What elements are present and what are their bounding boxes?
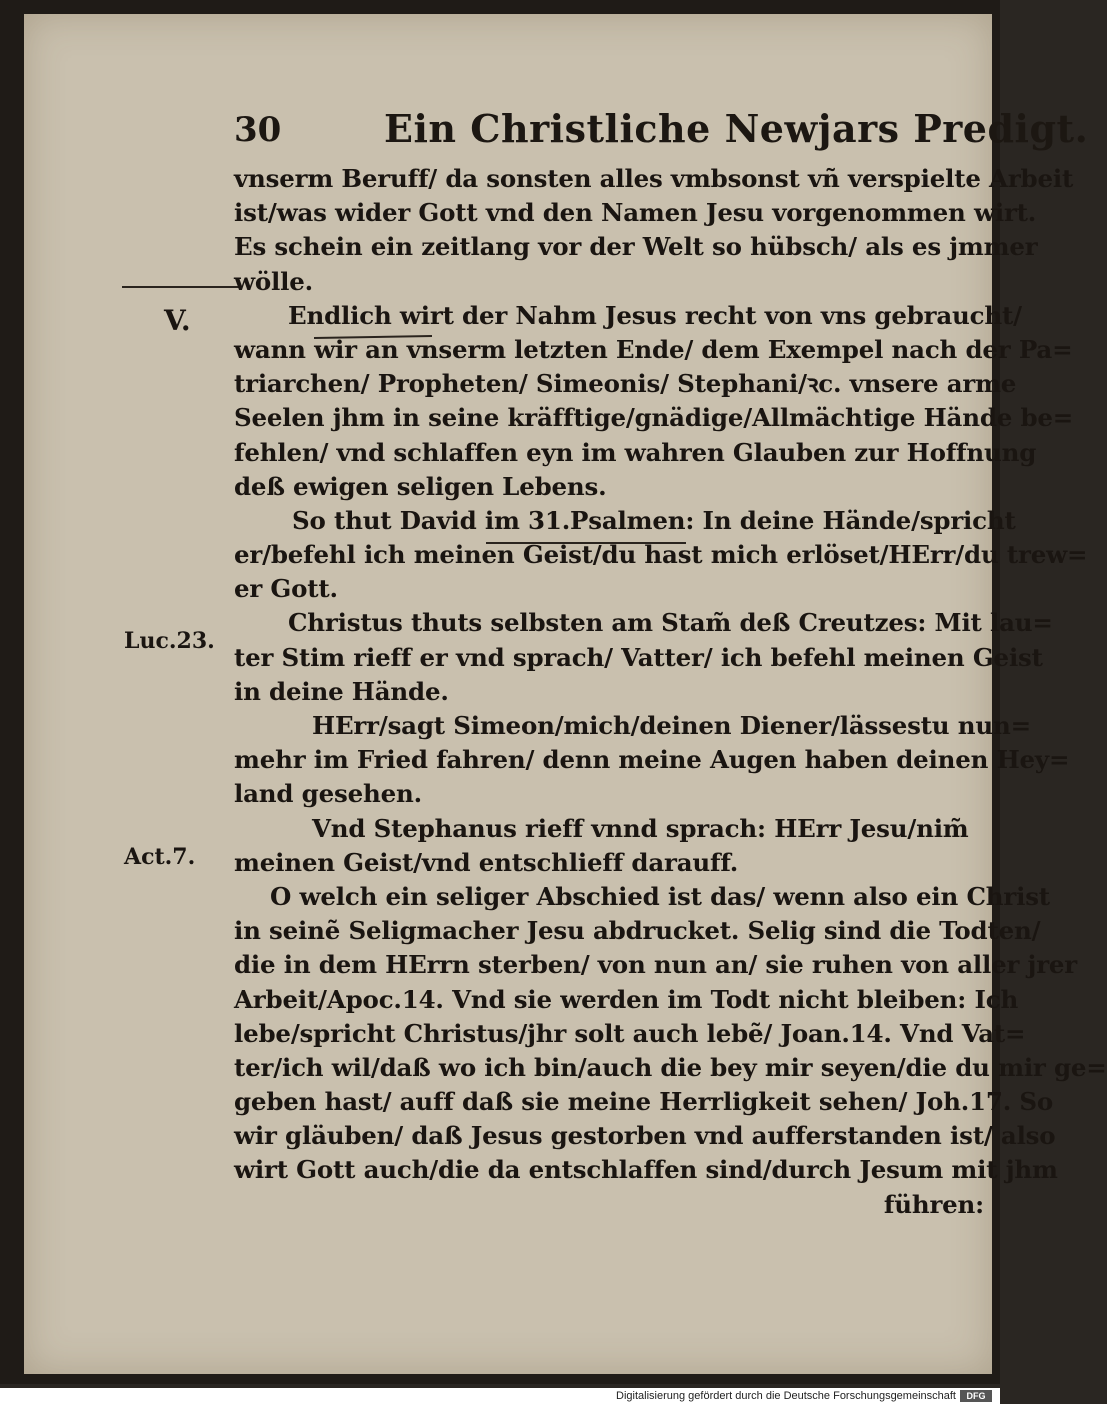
page-number: 30 — [234, 110, 282, 150]
running-head: Ein Christliche Newjars Predigt. — [384, 106, 1089, 151]
text-line: er Gott. — [234, 574, 338, 604]
text-line: in deine Hände. — [234, 676, 449, 706]
text-line: vnserm Beruff/ da sonsten alles vmbsonst vñ verspielte Arbeit — [234, 164, 1074, 193]
text-line: O welch ein seliger Abschied ist das/ wenn also ein Christ — [270, 881, 1050, 911]
margin-rule — [122, 286, 242, 288]
text-body — [234, 162, 1107, 1222]
text-line: Arbeit/Apoc.14. Vnd sie werden im Todt nicht bleiben: Ich — [234, 984, 1019, 1014]
text-line: wir gläuben/ daß Jesus gestorben vnd aufferstanden ist/ also — [234, 1121, 1056, 1151]
funding-credit: Digitalisierung gefördert durch die Deutsche Forschungsgemeinschaft — [616, 1390, 956, 1402]
text-line: meinen Geist/vnd entschlieff darauff. — [234, 847, 739, 877]
text-line: HErr/sagt Simeon/mich/deinen Diener/lässestu nun= — [312, 711, 1031, 740]
text-line: triarchen/ Propheten/ Simeonis/ Stephani/ꝛc. vnsere arme — [234, 369, 1017, 399]
text-line: geben hast/ auff daß sie meine Herrligkeit sehen/ Joh.17. So — [234, 1087, 1054, 1117]
text-line: ter/ich wil/daß wo ich bin/auch die bey mir seyen/die du mir ge= — [234, 1052, 1107, 1082]
text-line: deß ewigen seligen Lebens. — [234, 471, 607, 501]
text-line: So thut David im 31.Psalmen: In deine Hände/spricht — [292, 505, 1016, 535]
text-line: ist/was wider Gott vnd den Namen Jesu vorgenommen wirt. — [234, 198, 1037, 228]
text-line: land gesehen. — [234, 779, 422, 809]
text-line: wann wir an vnserm letzten Ende/ dem Exempel nach der Pa= — [234, 334, 1073, 364]
page-header — [234, 102, 1089, 162]
margin-note-luc: Luc.23. — [124, 628, 215, 654]
text-line: er/befehl ich meinen Geist/du hast mich erlöset/HErr/du trew= — [234, 540, 1088, 570]
text-line: in seinẽ Seligmacher Jesu abdrucket. Selig sind die Todten/ — [234, 916, 1041, 946]
text-line: Vnd Stephanus rieff vnnd sprach: HErr Jesu/nim̃ — [312, 813, 969, 843]
text-line: ter Stim rieff er vnd sprach/ Vatter/ ich befehl meinen Geist — [234, 642, 1043, 672]
text-line: Es schein ein zeitlang vor der Welt so hübsch/ als es jmmer — [234, 232, 1038, 262]
catchword: führen: — [883, 1189, 984, 1219]
text-line: die in dem HErrn sterben/ von nun an/ sie ruhen von aller jrer — [234, 950, 1078, 980]
text-line: Seelen jhm in seine kräfftige/gnädige/Allmächtige Hände be= — [234, 403, 1074, 433]
text-line: mehr im Fried fahren/ denn meine Augen haben deinen Hey= — [234, 745, 1070, 775]
text-line: fehlen/ vnd schlaffen eyn im wahren Glauben zur Hoffnung — [234, 437, 1037, 467]
footer-bar — [0, 1388, 1000, 1404]
text-line: lebe/spricht Christus/jhr solt auch lebẽ/ Joan.14. Vnd Vat= — [234, 1018, 1026, 1048]
text-line: Christus thuts selbsten am Stam̃ deß Creutzes: Mit lau= — [288, 608, 1053, 638]
text-line: wölle. — [234, 266, 313, 296]
margin-note-act: Act.7. — [124, 844, 196, 870]
text-line: Endlich wirt der Nahm Jesus recht von vns gebraucht/ — [288, 300, 1022, 330]
book-page — [24, 14, 1107, 1374]
text-line: wirt Gott auch/die da entschlaffen sind/durch Jesum mit jhm — [234, 1155, 1058, 1185]
dfg-logo-icon: DFG — [960, 1390, 992, 1402]
margin-section-number: V. — [164, 304, 191, 337]
